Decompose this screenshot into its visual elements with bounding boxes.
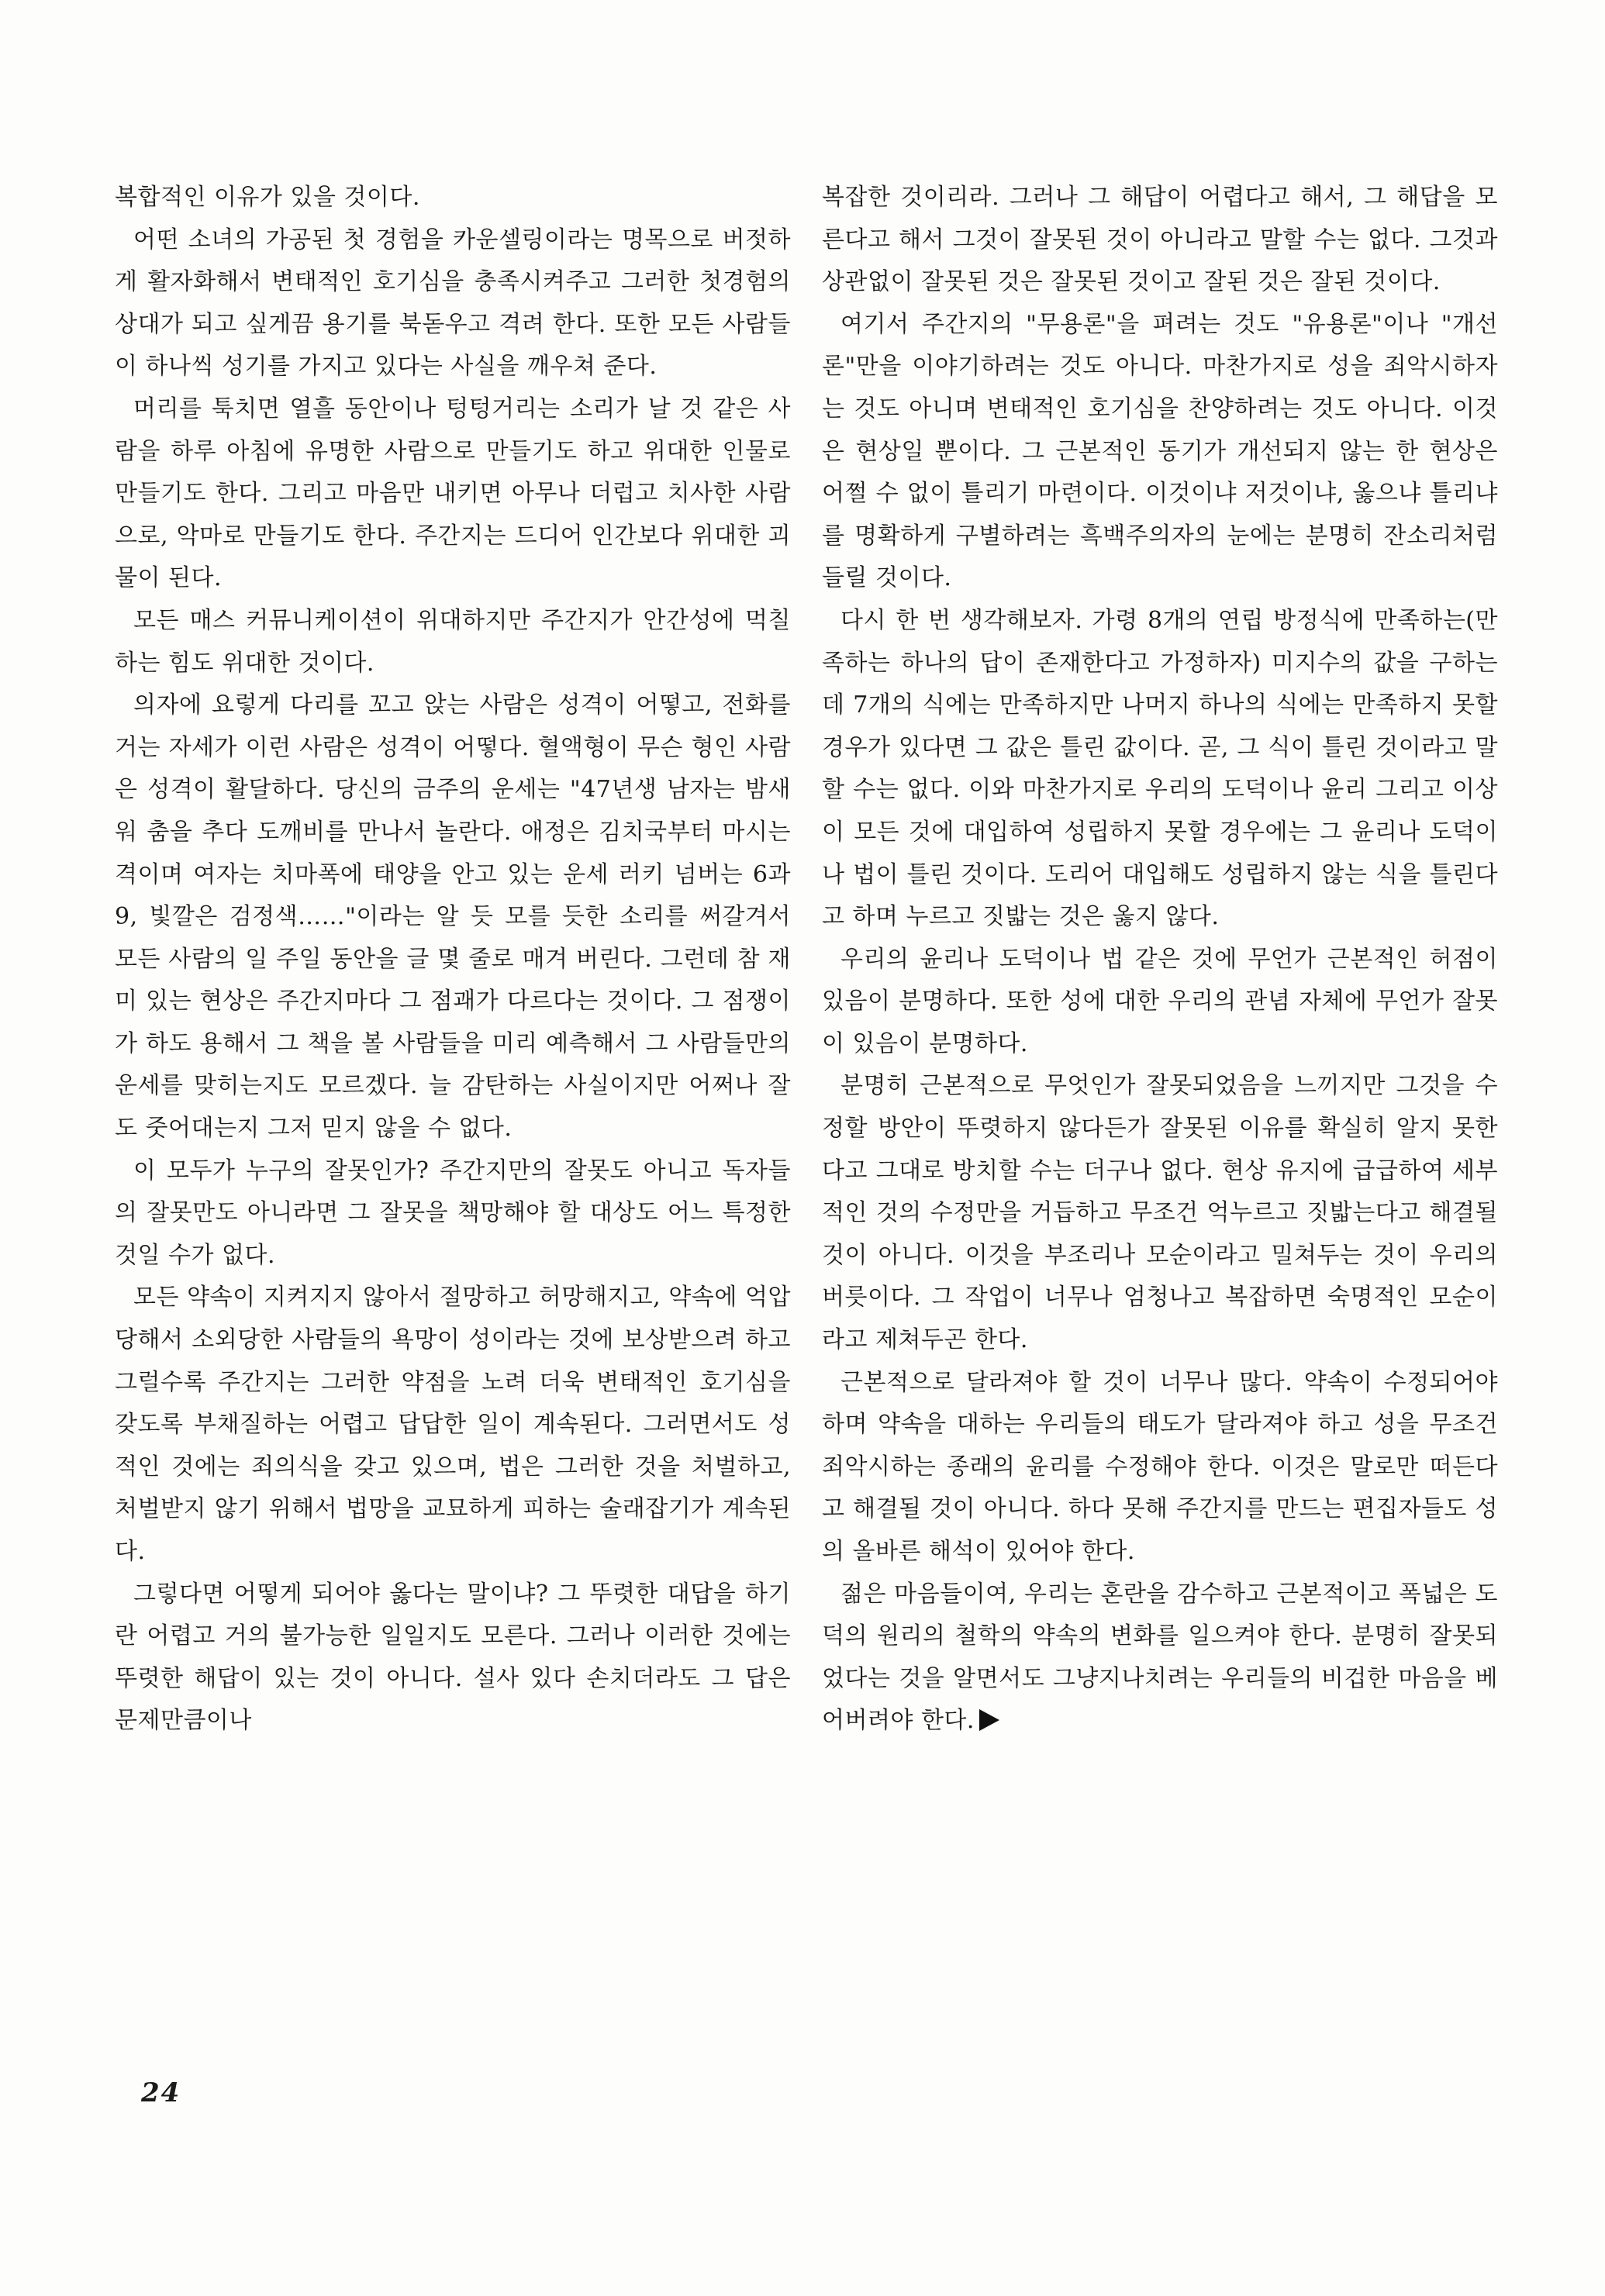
right-column — [822, 177, 1498, 1743]
page-number: 24 — [141, 2077, 181, 2108]
paragraph: 근본적으로 달라져야 할 것이 너무나 많다. 약속이 수정되어야 하며 약속을 대하는 우리들의 태도가 달라져야 하고 성을 무조건 죄악시하는 종래의 윤리를 수정해야 한다. 이것은 말로만 떠든다고 해결될 것이 아니다. 하다 못해 주간지를 만드는 편집자들도 성의 올바른 해석이 있어야 한다. — [822, 1368, 1498, 1565]
end-mark-icon — [979, 1709, 999, 1731]
paragraph: 우리의 윤리나 도덕이나 법 같은 것에 무언가 근본적인 허점이 있음이 분명하다. 또한 성에 대한 우리의 관념 자체에 무언가 잘못이 있음이 분명하다. — [822, 945, 1498, 1057]
paragraph: 의자에 요렇게 다리를 꼬고 앉는 사람은 성격이 어떻고, 전화를 거는 자세가 이런 사람은 성격이 어떻다. 혈액형이 무슨 형인 사람은 성격이 활달하다. 당신의 금주의 운세는 "47년생 남자는 밤새워 춤을 추다 도깨비를 만나서 놀란다. 애정은 김치국부터 마시는 격이며 여자는 치마폭에 태양을 안고 있는 운세 러키 넘버는 6과 9, 빛깔은 검정색……"이라는 알 듯 모를 듯한 소리를 써갈겨서 모든 사람의 일 주일 동안을 글 몇 줄로 매겨 버린다. 그런데 참 재미 있는 현상은 주간지마다 그 점괘가 다르다는 것이다. 그 점쟁이가 하도 용해서 그 책을 볼 사람들을 미리 예측해서 그 사람들만의 운세를 맞히는지도 모르겠다. 늘 감탄하는 사실이지만 어쩌나 잘도 줏어대는지 그저 믿지 않을 수 없다. — [115, 691, 791, 1143]
paragraph: 그렇다면 어떻게 되어야 옳다는 말이냐? 그 뚜렷한 대답을 하기란 어렵고 거의 불가능한 일일지도 모른다. 그러나 이러한 것에는 뚜렷한 해답이 있는 것이 아니다. 설사 있다 손치더라도 그 답은 문제만큼이나 — [115, 1580, 791, 1735]
paragraph: 복잡한 것이리라. 그러나 그 해답이 어렵다고 해서, 그 해답을 모른다고 해서 그것이 잘못된 것이 아니라고 말할 수는 없다. 그것과 상관없이 잘못된 것은 잘못된 것이고 잘된 것은 잘된 것이다. — [822, 184, 1498, 296]
left-column — [115, 177, 791, 1743]
paragraph: 다시 한 번 생각해보자. 가령 8개의 연립 방정식에 만족하는(만족하는 하나의 답이 존재한다고 가정하자) 미지수의 값을 구하는데 7개의 식에는 만족하지만 나머지 하나의 식에는 만족하지 못할 경우가 있다면 그 값은 틀린 값이다. 곧, 그 식이 틀린 것이라고 말할 수는 없다. 이와 마찬가지로 우리의 도덕이나 윤리 그리고 이상이 모든 것에 대입하여 성립하지 못할 경우에는 그 윤리나 도덕이나 법이 틀린 것이다. 도리어 대입해도 성립하지 않는 식을 틀린다고 하며 누르고 짓밟는 것은 옳지 않다. — [822, 606, 1498, 931]
paragraph: 모든 약속이 지켜지지 않아서 절망하고 허망해지고, 약속에 억압당해서 소외당한 사람들의 욕망이 성이라는 것에 보상받으려 하고 그럴수록 주간지는 그러한 약점을 노려 더욱 변태적인 호기심을 갖도록 부채질하는 어렵고 답답한 일이 계속된다. 그러면서도 성적인 것에는 죄의식을 갖고 있으며, 법은 그러한 것을 처벌하고, 처벌받지 않기 위해서 법망을 교묘하게 피하는 술래잡기가 계속된다. — [115, 1284, 791, 1565]
paragraph-final-text: 젊은 마음들이여, 우리는 혼란을 감수하고 근본적이고 폭넓은 도덕의 원리의 철학의 약속의 변화를 일으켜야 한다. 분명히 잘못되었다는 것을 알면서도 그냥지나치려는 우리들의 비겁한 마음을 베어버려야 한다. — [822, 1580, 1498, 1735]
paragraph: 분명히 근본적으로 무엇인가 잘못되었음을 느끼지만 그것을 수정할 방안이 뚜렷하지 않다든가 잘못된 이유를 확실히 알지 못한다고 그대로 방치할 수는 더구나 없다. 현상 유지에 급급하여 세부적인 것의 수정만을 거듭하고 무조건 억누르고 짓밟는다고 해결될 것이 아니다. 이것을 부조리나 모순이라고 밀쳐두는 것이 우리의 버릇이다. 그 작업이 너무나 엄청나고 복잡하면 숙명적인 모순이라고 제쳐두곤 한다. — [822, 1072, 1498, 1354]
paragraph: 어떤 소녀의 가공된 첫 경험을 카운셀링이라는 명목으로 버젓하게 활자화해서 변태적인 호기심을 충족시켜주고 그러한 첫경험의 상대가 되고 싶게끔 용기를 북돋우고 격려 한다. 또한 모든 사람들이 하나씩 성기를 가지고 있다는 사실을 깨우쳐 준다. — [115, 226, 791, 381]
paragraph: 여기서 주간지의 "무용론"을 펴려는 것도 "유용론"이나 "개선론"만을 이야기하려는 것도 아니다. 마찬가지로 성을 죄악시하자는 것도 아니며 변태적인 호기심을 찬양하려는 것도 아니다. 이것은 현상일 뿐이다. 그 근본적인 동기가 개선되지 않는 한 현상은 어쩔 수 없이 틀리기 마련이다. 이것이냐 저것이냐, 옳으냐 틀리냐를 명확하게 구별하려는 흑백주의자의 눈에는 분명히 잔소리처럼 들릴 것이다. — [822, 310, 1498, 592]
paragraph: 이 모두가 누구의 잘못인가? 주간지만의 잘못도 아니고 독자들의 잘못만도 아니라면 그 잘못을 책망해야 할 대상도 어느 특정한 것일 수가 없다. — [115, 1157, 791, 1269]
paragraph: 복합적인 이유가 있을 것이다. — [115, 184, 420, 211]
paragraph-final — [822, 1574, 1498, 1743]
paragraph: 머리를 툭치면 열흘 동안이나 텅텅거리는 소리가 날 것 같은 사람을 하루 아침에 유명한 사람으로 만들기도 하고 위대한 인물로 만들기도 한다. 그리고 마음만 내키면 아무나 더럽고 치사한 사람으로, 악마로 만들기도 한다. 주간지는 드디어 인간보다 위대한 괴물이 된다. — [115, 395, 791, 592]
paragraph: 모든 매스 커뮤니케이션이 위대하지만 주간지가 안간성에 먹칠하는 힘도 위대한 것이다. — [115, 606, 791, 677]
